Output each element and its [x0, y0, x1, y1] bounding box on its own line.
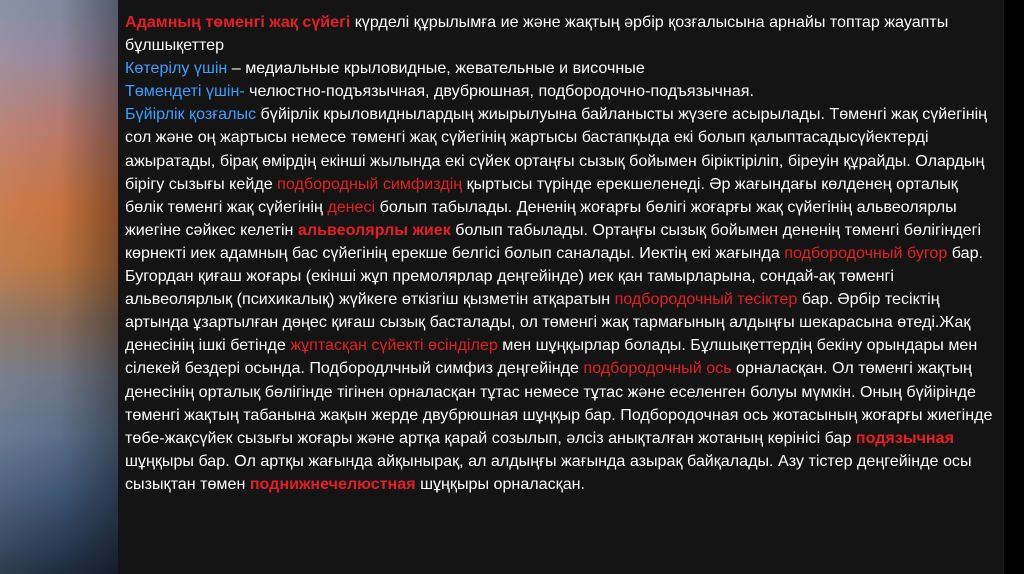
term-body: денесі [327, 197, 376, 216]
term-submandibular: поднижнечелюстная [249, 474, 416, 493]
term-bony-processes: жұптасқан сүйекті өсінділер [290, 336, 498, 355]
elevation-text: – медиальные крыловидные, жевательные и височные [227, 59, 645, 78]
term-mental-spine: подбородочный ось [583, 359, 732, 378]
term-mental-foramina: подбородочный тесіктер [614, 290, 798, 309]
decorative-gradient-stripe [0, 0, 118, 574]
body-segment: бүйірлік крыловиднылардың жиырылуына байланысты жүзеге асырылады. Төменгі жақ сүйегінің сол және оң жартысы немесе төменгі жақ сүйегінің жартысы бастапқыда екі болып қалыптасадысүйектерді ажыратады, бірақ өмірдің екінші жылында екі сүйек ортаңғы сызық бойымен біріктіріліп, біреуін құрайды. Олардың бірігу сызығы кейде [125, 105, 988, 193]
term-alveolar-margin: альвеолярлы жиек [297, 220, 451, 239]
term-sublingual: подязычная [855, 428, 954, 447]
heading-lower-jaw: Адамның төменгі жақ сүйегі [125, 13, 351, 31]
paragraph-elevation [125, 57, 993, 80]
body-segment: орналасқан. Ол төменгі жақтың денесінің орталық бөлігінде тігінен орналасқан тұтас немесе тұтас және еселенген болуы мүмкін. Оның бүйірінде төменгі жақтың табанына жақын жерде двубрюшная шұңқыр бар. Подбородочная ось жотасының жоғарғы жиегінде төбе-жақсүйек сызығы жоғары және артқа қарай созылып, әлсіз анықталған жотаның көрінісі бар [125, 359, 993, 447]
label-depression: Төмендеті үшін- [125, 82, 245, 101]
label-elevation: Көтерілу үшін [125, 59, 228, 78]
body-segment: болып табылады. Дененің жоғарғы бөлігі жоғарғы жақ сүйегінің альвеолярлы жиегіне сәйкес келетін [125, 197, 957, 239]
body-segment: шұңқыры бар. Ол артқы жағында айқынырақ, ал алдыңғы жағында азырақ байқалады. Азу тістер деңгейінде осы сызықтан төмен [125, 451, 972, 493]
body-segment: қыртысы түрінде ерекшеленеді. Әр жағындағы көлденең орталық бөлік төменгі жақ сүйегінің [125, 174, 958, 216]
body-text [125, 11, 993, 496]
body-segment: бар. Бугордан қиғаш жоғары (екінші жұп премолярлар деңгейінде) иек қан тамырларына, сондай-ақ төменгі альвеолярлық (психикалық) жүйкеге өткізгіш қызметін атқаратын [125, 243, 983, 309]
label-lateral-movement: Бүйірлік қозғалыс [125, 105, 257, 124]
paragraph-depression [125, 80, 993, 103]
term-symphysis: подбородный симфиздің [277, 174, 463, 193]
body-segment: мен шұңқырлар болады. Бұлшықеттердің бекіну орындары мен сілекей бездері осында. Подбородлчный симфиз деңгейінде [125, 336, 978, 378]
body-segment: бар. Әрбір тесіктің артында ұзартылған дөңес қиғаш сызық басталады, ол төменгі жақ тармағының алдыңғы шекарасына өтеді.Жақ денесінің ішкі бетінде [125, 290, 971, 355]
paragraph-lateral-movement [125, 103, 993, 496]
body-segment: болып табылады. Ортаңғы сызық бойымен дененің төменгі бөлігіндегі көрнекті иек адамның бас сүйегінің ерекше белгісі болып саналады. Иектің екі жағында [125, 220, 982, 262]
term-mental-tubercle: подбородочный бугор [784, 243, 948, 262]
intro-text: күрделі құрылымға ие және жақтың әрбір қозғалысына арнайы топтар жауапты бұлшықеттер [125, 13, 949, 55]
paragraph-intro [125, 11, 993, 57]
depression-text: челюстно-подъязычная, двубрюшная, подбородочно-подъязычная. [244, 82, 754, 101]
body-segment: шұңқыры орналасқан. [415, 474, 586, 493]
